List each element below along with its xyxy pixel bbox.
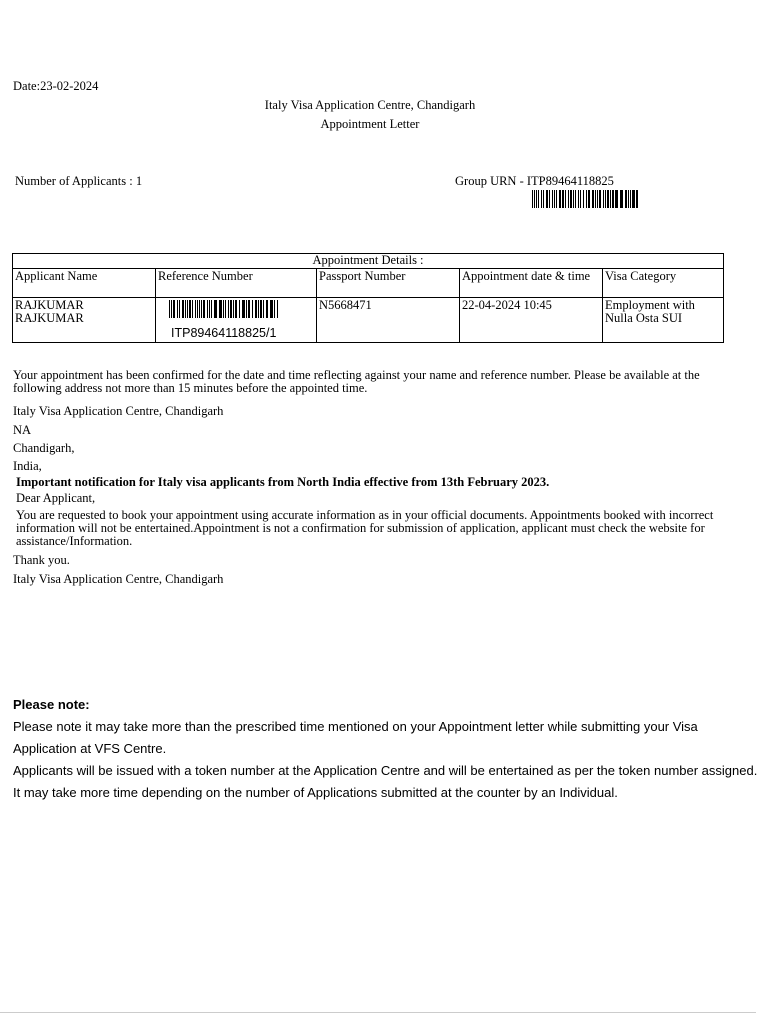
group-urn-barcode [532, 190, 640, 208]
centre-title: Italy Visa Application Centre, Chandigarh [264, 98, 476, 112]
request-text: You are requested to book your appointment using accurate information as in your official documents. Appointments booked with incorrect information will not be entertained.Appointment is not a confirmation for submission of application, applicant must check the website for assistance/Information. [16, 508, 714, 548]
salutation: Dear Applicant, [16, 491, 96, 505]
note-heading: Please note: [13, 697, 90, 712]
address-line: Italy Visa Application Centre, Chandigarh [13, 404, 224, 418]
table-header-row [13, 269, 724, 298]
reference-number: ITP89464118825/1 [171, 326, 277, 340]
note-line: Applicants will be issued with a token number at the Application Centre and will be entertained as per the token number assigned. [13, 763, 758, 778]
column-header: Passport Number [317, 269, 460, 298]
letter-title: Appointment Letter [320, 117, 420, 131]
address-line: NA [13, 423, 32, 437]
note-line: Please note it may take more than the prescribed time mentioned on your Appointment letter while submitting your Visa [13, 719, 698, 734]
confirmation-text: Your appointment has been confirmed for the date and time reflecting against your name and reference number. Please be available at the following address not more than 15 minutes before the appointed time. [13, 368, 700, 395]
table-caption: Appointment Details : [13, 254, 724, 269]
note-line: It may take more time depending on the number of Applications submitted at the counter by an Individual. [13, 785, 618, 800]
column-header: Appointment date & time [460, 269, 603, 298]
number-of-applicants: Number of Applicants : 1 [15, 174, 143, 188]
important-notification: Important notification for Italy visa applicants from North India effective from 13th February 2023. [16, 475, 550, 489]
reference-cell [156, 298, 317, 343]
appointment-datetime: 22-04-2024 10:45 [460, 298, 603, 343]
column-header: Visa Category [603, 269, 724, 298]
reference-barcode [169, 300, 279, 318]
signoff: Italy Visa Application Centre, Chandigarh [13, 572, 224, 586]
appointment-details-table [12, 253, 724, 343]
column-header: Reference Number [156, 269, 317, 298]
applicant-name: RAJKUMAR RAJKUMAR [13, 298, 156, 343]
address-line: India, [13, 459, 42, 473]
column-header: Applicant Name [13, 269, 156, 298]
address-line: Chandigarh, [13, 441, 75, 455]
footer-divider [0, 1012, 756, 1013]
table-row [13, 298, 724, 343]
visa-category: Employment with Nulla Osta SUI [603, 298, 724, 343]
passport-number: N5668471 [317, 298, 460, 343]
note-line: Application at VFS Centre. [13, 741, 167, 756]
letter-date: Date:23-02-2024 [13, 79, 99, 93]
thanks-text: Thank you. [13, 553, 70, 567]
group-urn: Group URN - ITP89464118825 [455, 174, 614, 188]
